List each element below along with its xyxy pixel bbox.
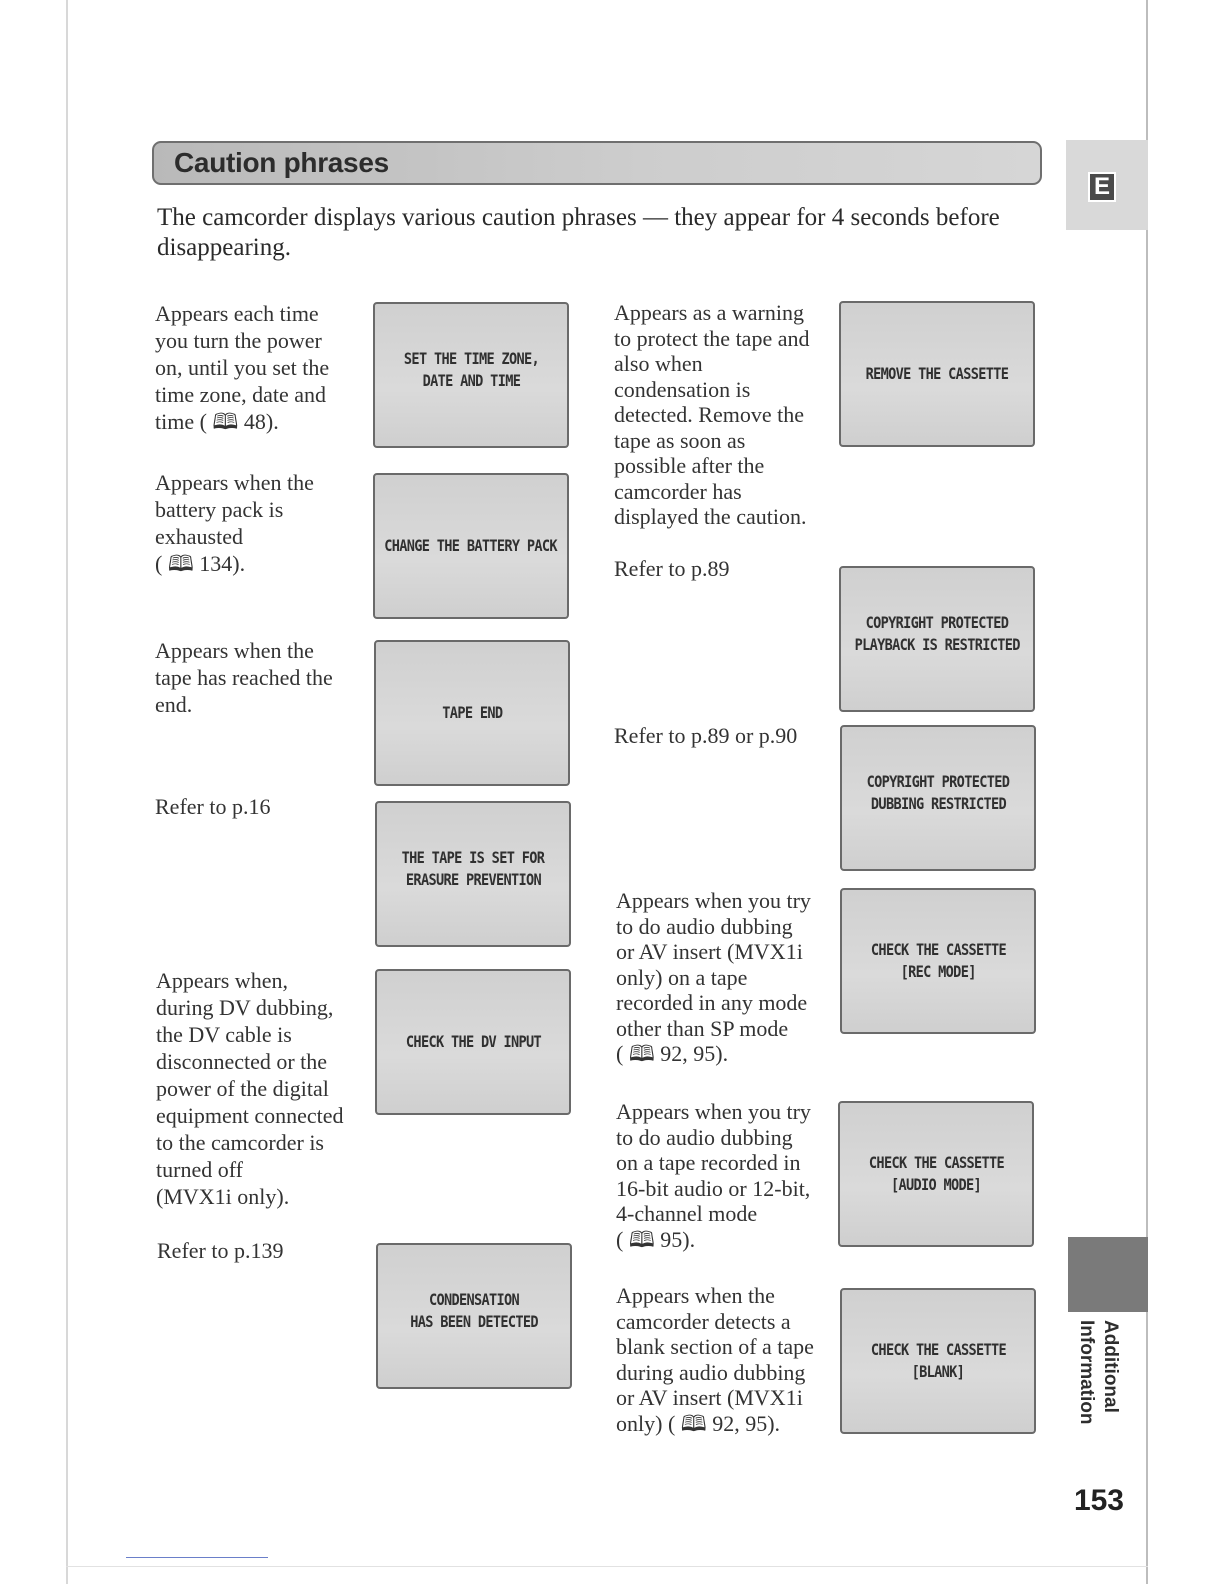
screen-line: REMOVE THE CASSETTE	[865, 364, 1009, 383]
caution-screen-playback-restricted	[839, 566, 1035, 712]
caution-screen-remove-cassette	[839, 301, 1035, 447]
caution-screen-rec-mode	[840, 888, 1036, 1034]
screen-line: CHECK THE DV INPUT	[405, 1032, 541, 1051]
page-title: Caution phrases	[174, 147, 389, 178]
left-margin-rule	[66, 0, 68, 1584]
screen-line: DATE AND TIME	[422, 371, 520, 390]
section-tab-label: Additional Information	[1076, 1320, 1121, 1425]
screen-line: CHECK THE CASSETTE	[870, 940, 1006, 959]
screen-line: [AUDIO MODE]	[890, 1175, 982, 1194]
screen-line: THE TAPE IS SET FOR	[401, 848, 545, 867]
caution-screen-dv-input	[375, 969, 571, 1115]
caution-screen-condensation	[376, 1243, 572, 1389]
right-desc-3: Refer to p.89 or p.90	[614, 723, 798, 748]
screen-line: CHANGE THE BATTERY PACK	[384, 536, 558, 555]
section-title-bar	[152, 141, 1042, 185]
right-desc-4: Appears when you try to do audio dubbing or AV insert (MVX1i only) on a tape recorded in any mode other than SP mode ( 🕮 92, 95).	[616, 888, 811, 1066]
bottom-rule	[66, 1566, 1148, 1567]
caution-screen-blank	[840, 1288, 1036, 1434]
page-number: 153	[1073, 1484, 1124, 1517]
screen-line: CONDENSATION	[428, 1290, 520, 1309]
screen-line: SET THE TIME ZONE,	[403, 349, 539, 368]
screen-line: COPYRIGHT PROTECTED	[866, 772, 1010, 791]
caution-screen-time-zone	[373, 302, 569, 448]
screen-line: DUBBING RESTRICTED	[870, 794, 1006, 813]
screen-line: [REC MODE]	[900, 962, 976, 981]
caution-screen-dubbing-restricted	[840, 725, 1036, 871]
right-margin-rule	[1146, 0, 1148, 1584]
left-desc-1: Appears each time you turn the power on, until you set the time zone, date and time ( 🕮 48).	[155, 301, 330, 434]
right-desc-2: Refer to p.89	[614, 556, 730, 581]
caution-screen-audio-mode	[838, 1101, 1034, 1247]
section-tab-marker	[1068, 1237, 1148, 1312]
left-desc-3: Appears when the tape has reached the end.	[155, 638, 333, 717]
left-desc-4: Refer to p.16	[155, 794, 271, 819]
left-desc-6: Refer to p.139	[157, 1238, 284, 1263]
right-desc-6: Appears when the camcorder detects a blank section of a tape during audio dubbing or AV insert (MVX1i only) ( 🕮 92, 95).	[616, 1283, 814, 1436]
caution-screen-battery	[373, 473, 569, 619]
screen-line: CHECK THE CASSETTE	[868, 1153, 1004, 1172]
left-desc-5: Appears when, during DV dubbing, the DV cable is disconnected or the power of the digital equipment connected to the camcorder is turned off (MVX1i only).	[156, 968, 344, 1209]
language-tab-letter: E	[1088, 172, 1116, 202]
caution-screen-erasure-prevention	[375, 801, 571, 947]
screen-line: TAPE END	[441, 703, 503, 722]
right-desc-5: Appears when you try to do audio dubbing on a tape recorded in 16-bit audio or 12-bit, 4-channel mode ( 🕮 95).	[616, 1099, 811, 1252]
right-desc-1: Appears as a warning to protect the tape and also when condensation is detected. Remove the tape as soon as possible after the camcorder has displayed the caution.	[614, 300, 810, 529]
intro-paragraph: The camcorder displays various caution phrases — they appear for 4 seconds before disappearing.	[157, 204, 1000, 261]
screen-line: PLAYBACK IS RESTRICTED	[854, 635, 1020, 654]
language-tab	[1066, 140, 1148, 230]
screen-line: HAS BEEN DETECTED	[410, 1312, 538, 1331]
screen-line: CHECK THE CASSETTE	[870, 1340, 1006, 1359]
screen-line: [BLANK]	[911, 1362, 965, 1381]
left-desc-2: Appears when the battery pack is exhausted ( 🕮 134).	[155, 470, 314, 576]
bottom-link-rule	[126, 1557, 268, 1558]
screen-line: ERASURE PREVENTION	[405, 870, 541, 889]
screen-line: COPYRIGHT PROTECTED	[865, 613, 1009, 632]
caution-screen-tape-end	[374, 640, 570, 786]
